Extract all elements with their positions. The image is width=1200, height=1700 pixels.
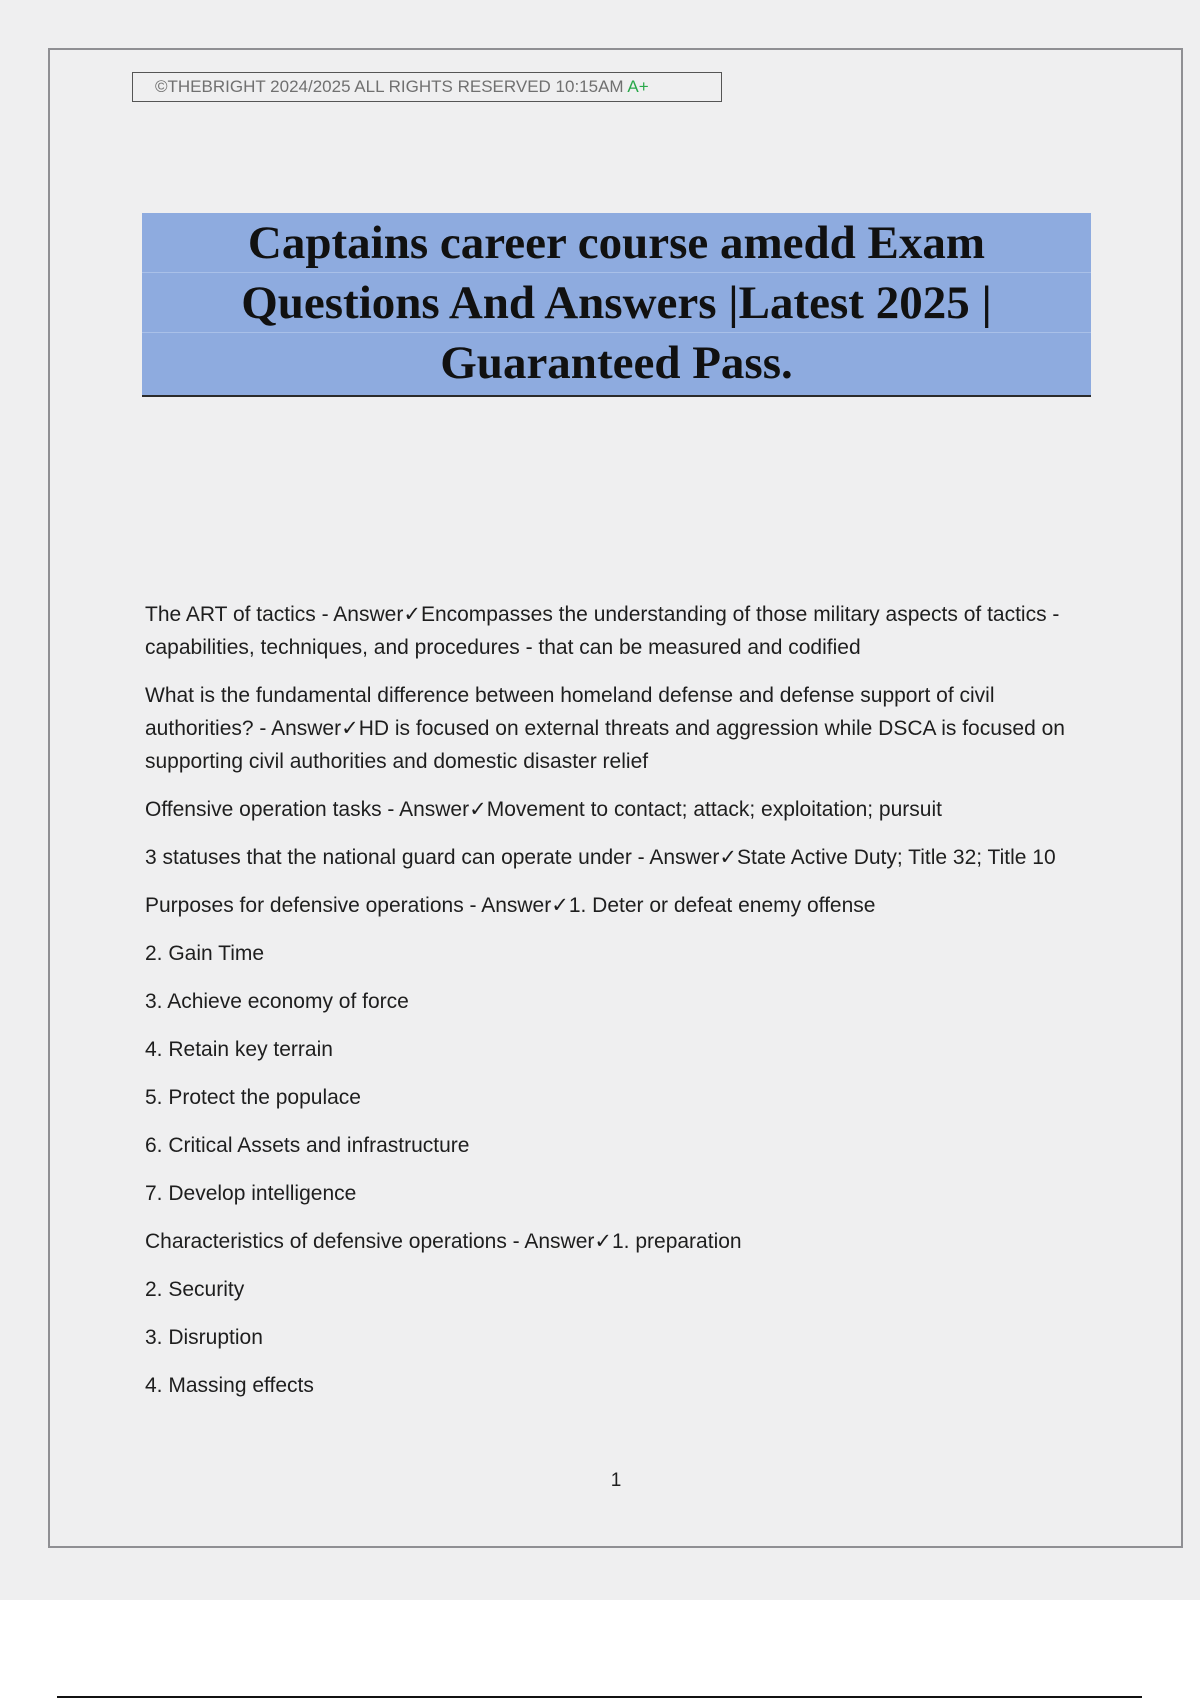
question-text: Purposes for defensive operations - Answer — [145, 894, 552, 917]
answer-text: Encompasses the understanding of those military aspects of tactics - capabilities, techniques, and procedures - that can be measured and codified — [145, 603, 1060, 659]
qa-item — [145, 889, 1090, 922]
question-text: Characteristics of defensive operations - Answer — [145, 1230, 595, 1253]
list-item: 4. Massing effects — [145, 1374, 314, 1397]
copyright-text: ©THEBRIGHT 2024/2025 ALL RIGHTS RESERVED 10:15AM — [155, 77, 624, 96]
answer-text: Movement to contact; attack; exploitation; pursuit — [486, 798, 942, 821]
qa-item — [145, 679, 1090, 778]
list-item: 2. Security — [145, 1278, 245, 1301]
check-icon: ✓ — [719, 845, 737, 869]
check-icon: ✓ — [469, 797, 487, 821]
check-icon: ✓ — [594, 1229, 612, 1253]
list-item: 6. Critical Assets and infrastructure — [145, 1134, 470, 1157]
document-title — [142, 213, 1091, 397]
list-item: 3. Achieve economy of force — [145, 990, 409, 1013]
question-text: What is the fundamental difference between homeland defense and defense support of civil authorities? - Answer — [145, 684, 995, 740]
footer-divider — [57, 1696, 1142, 1698]
list-item: 3. Disruption — [145, 1326, 263, 1349]
title-line-1: Captains career course amedd Exam — [142, 213, 1091, 273]
qa-item — [145, 793, 1090, 826]
qa-content — [145, 598, 1090, 1417]
list-item: 7. Develop intelligence — [145, 1182, 357, 1205]
check-icon: ✓ — [551, 893, 569, 917]
question-text: 3 statuses that the national guard can operate under - Answer — [145, 846, 720, 869]
qa-item — [145, 598, 1090, 664]
question-text: Offensive operation tasks - Answer — [145, 798, 470, 821]
title-line-3: Guaranteed Pass. — [440, 337, 793, 389]
check-icon: ✓ — [341, 716, 359, 740]
answer-text: 1. Deter or defeat enemy offense — [568, 894, 876, 917]
answer-text: 1. preparation — [612, 1230, 742, 1253]
list-item: 4. Retain key terrain — [145, 1038, 333, 1061]
title-line-2: Questions And Answers |Latest 2025 | — [142, 273, 1091, 333]
answer-text: State Active Duty; Title 32; Title 10 — [736, 846, 1056, 869]
list-item: 2. Gain Time — [145, 942, 265, 965]
answer-text: HD is focused on external threats and aggression while DSCA is focused on supporting civil authorities and domestic disaster relief — [145, 717, 1065, 773]
page-number: 1 — [610, 1470, 622, 1491]
copyright-header — [132, 72, 722, 102]
check-icon: ✓ — [403, 602, 421, 626]
question-text: The ART of tactics - Answer — [145, 603, 404, 626]
qa-item — [145, 1225, 1090, 1258]
list-item: 5. Protect the populace — [145, 1086, 361, 1109]
qa-item — [145, 841, 1090, 874]
grade-badge: A+ — [627, 77, 649, 96]
